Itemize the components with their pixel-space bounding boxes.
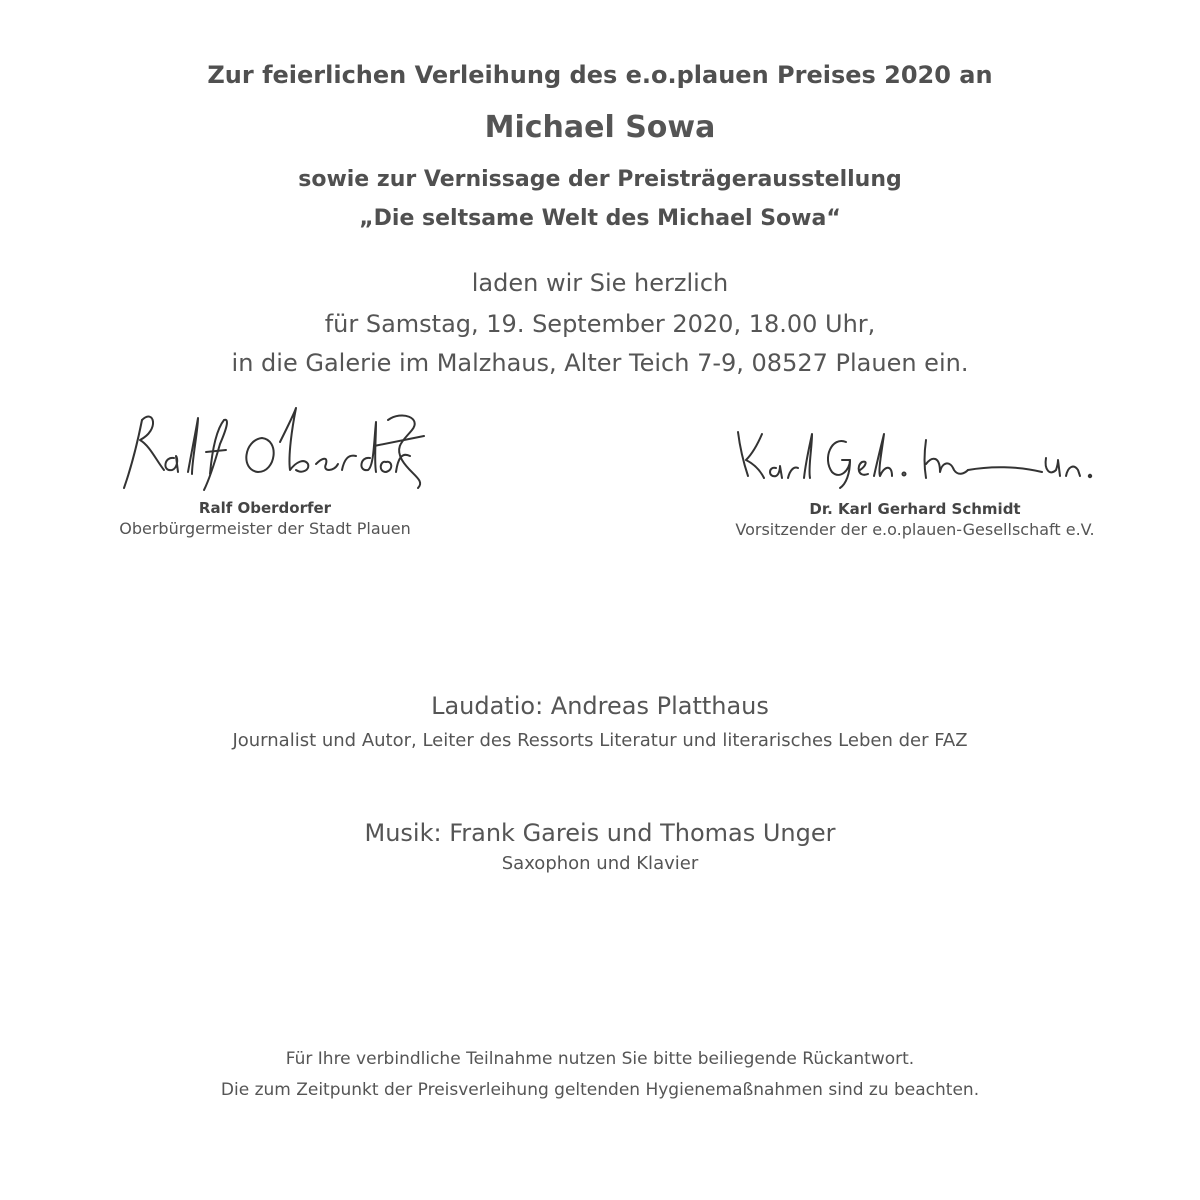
invite-line: laden wir Sie herzlich xyxy=(471,269,729,297)
signature-ralf-oberdorfer xyxy=(112,400,432,495)
signer-right xyxy=(715,499,1115,541)
laudatio-subtitle: Journalist und Autor, Leiter des Ressorts Literatur und literarisches Leben der FAZ xyxy=(232,730,968,751)
date-line: für Samstag, 19. September 2020, 18.00 Uhr, xyxy=(324,310,876,338)
signer-left-role: Oberbürgermeister der Stadt Plauen xyxy=(119,519,411,538)
signer-right-role: Vorsitzender der e.o.plauen-Gesellschaft e.V. xyxy=(735,520,1095,539)
venue-line: in die Galerie im Malzhaus, Alter Teich 7-9, 08527 Plauen ein. xyxy=(231,349,969,377)
laudatio-heading: Laudatio: Andreas Platthaus xyxy=(431,692,769,720)
footer-line-2: Die zum Zeitpunkt der Preisverleihung geltenden Hygienemaßnahmen sind zu beachten. xyxy=(220,1080,980,1100)
music-heading: Musik: Frank Gareis und Thomas Unger xyxy=(364,819,836,847)
intro-line: Zur feierlichen Verleihung des e.o.plauen Preises 2020 an xyxy=(207,61,993,89)
music-subtitle: Saxophon und Klavier xyxy=(501,853,699,874)
footer-line-1: Für Ihre verbindliche Teilnahme nutzen Sie bitte beiliegende Rückantwort. xyxy=(285,1049,915,1069)
vernissage-line: sowie zur Vernissage der Preisträgerausstellung xyxy=(298,167,902,192)
honoree-name: Michael Sowa xyxy=(484,110,716,145)
signer-right-name: Dr. Karl Gerhard Schmidt xyxy=(809,500,1021,518)
signer-left xyxy=(110,498,420,540)
signer-left-name: Ralf Oberdorfer xyxy=(198,499,332,517)
exhibition-title: „Die seltsame Welt des Michael Sowa“ xyxy=(359,206,841,231)
signature-karl-gerhard-schmidt xyxy=(728,420,1098,490)
